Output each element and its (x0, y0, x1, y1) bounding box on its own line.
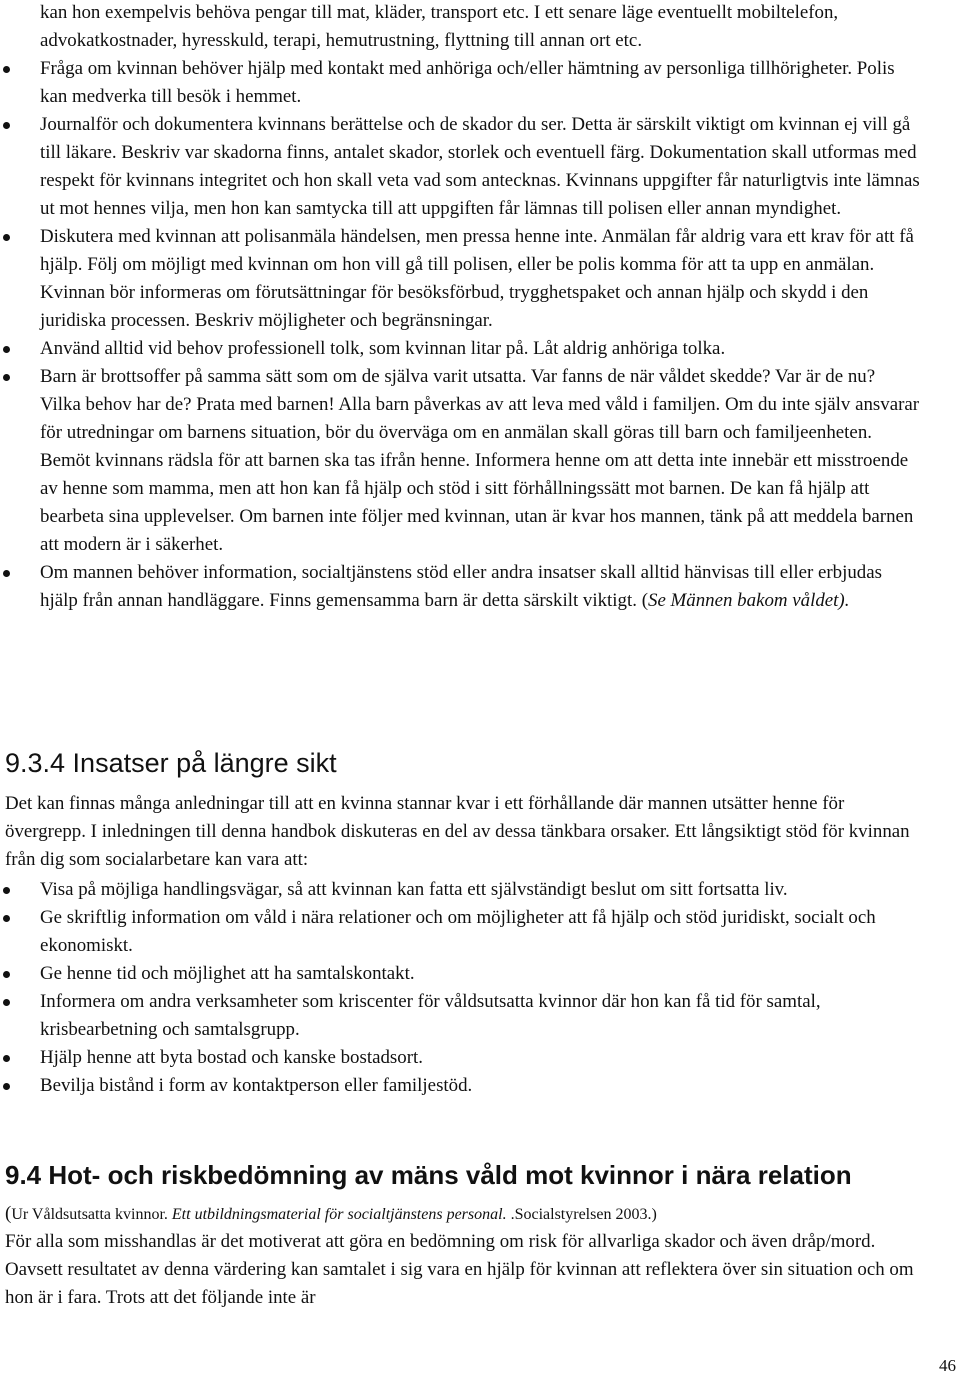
list-item: Fråga om kvinnan behöver hjälp med kontakt med anhöriga och/eller hämtning av personliga tillhörigheter. Polis kan medverka till besök i hemmet. (0, 55, 920, 111)
bullet-list-immediate (0, 55, 920, 615)
bullet-icon (3, 374, 10, 381)
bullet-icon (3, 1083, 10, 1090)
bullet-icon (3, 346, 10, 353)
bullet-icon (3, 1055, 10, 1062)
paragraph-9-4: För alla som misshandlas är det motiverat att göra en bedömning om risk för allvarliga skador och även dråp/mord. Oavsett resultatet av denna värdering kan samtalet i sig vara en hjälp för kvinnan att reflektera över sin situation och om hon är i fara. Trots att det följande inte är (5, 1231, 914, 1308)
list-item: Ge skriftlig information om våld i nära relationer och om möjligheter att få hjälp och stöd juridiskt, socialt och ekonomiskt. (0, 904, 920, 960)
paragraph-9-3-4: Det kan finnas många anledningar till att en kvinna stannar kvar i ett förhållande där mannen utsätter henne för övergrepp. I inledningen till denna handbok diskuteras en del av dessa tänkbara orsaker. Ett långsiktigt stöd för kvinnan från dig som socialarbetare kan vara att: (5, 793, 910, 870)
bullet-list-long-term (0, 876, 920, 1100)
bullet-icon (3, 66, 10, 73)
bullet-icon (3, 234, 10, 241)
continuation-text: kan hon exempelvis behöva pengar till mat, kläder, transport etc. I ett senare läge eventuellt mobiltelefon, advokatkostnader, hyresskuld, terapi, hemutrustning, flyttning till annan ort etc. (40, 2, 839, 51)
list-item: Barn är brottsoffer på samma sätt som om de själva varit utsatta. Var fanns de när våldet skedde? Var är de nu? Vilka behov har de? Prata med barnen! Alla barn påverkas av att leva med våld i familjen. Om du inte själv ansvarar för utredningar om barnens situation, bör du överväga om en anmälan skall göras till barn och familjeenheten. Bemöt kvinnans rädsla för att barnen ska tas ifrån henne. Informera henne om att detta inte innebär ett misstroende av henne som mamma, men att hon kan få hjälp och stöd i sitt förhållningssätt mot barnen. De kan få hjälp att bearbeta sina upplevelser. Om barnen inte följer med kvinnan, utan är kvar hos mannen, tänk på att meddela barnen att modern är i säkerhet. (0, 363, 920, 559)
bullet-icon (3, 999, 10, 1006)
bullet-icon (3, 915, 10, 922)
cross-reference: Se Männen bakom våldet). (648, 590, 850, 611)
source-citation: (Ur Våldsutsatta kvinnor. Ett utbildningsmaterial för socialtjänstens personal. .Socialstyrelsen 2003.) (5, 1203, 657, 1224)
list-item: Visa på möjliga handlingsvägar, så att kvinnan kan fatta ett självständigt beslut om sitt fortsatta liv. (0, 876, 920, 904)
list-item: Hjälp henne att byta bostad och kanske bostadsort. (0, 1044, 920, 1072)
list-item: Diskutera med kvinnan att polisanmäla händelsen, men pressa henne inte. Anmälan får aldrig vara ett krav för att få hjälp. Följ om möjligt med kvinnan om hon vill gå till polisen, eller be polis komma för att ta upp en anmälan. Kvinnan bör informeras om förutsättningar för besöksförbud, trygghetspaket och annan hjälp och skydd i den juridiska processen. Beskriv möjligheter och begränsningar. (0, 223, 920, 335)
section-heading-9-4: 9.4 Hot- och riskbedömning av mäns våld mot kvinnor i nära relation (5, 1160, 852, 1190)
list-item: Journalför och dokumentera kvinnans berättelse och de skador du ser. Detta är särskilt viktigt om kvinnan ej vill gå till läkare. Beskriv var skadorna finns, antalet skador, storlek och eventuell färg. Dokumentation skall utformas med respekt för kvinnans integritet och hon skall veta vad som antecknas. Kvinnans uppgifter får naturligtvis inte lämnas ut mot hennes vilja, men hon kan samtycka till att uppgiften får lämnas till polisen eller annan myndighet. (0, 111, 920, 223)
section-heading-9-3-4: 9.3.4 Insatser på längre sikt (5, 748, 337, 778)
bullet-icon (3, 887, 10, 894)
list-item: Informera om andra verksamheter som kriscenter för våldsutsatta kvinnor där hon kan få tid för samtal, krisbearbetning och samtalsgrupp. (0, 988, 920, 1044)
list-item: Om mannen behöver information, socialtjänstens stöd eller andra insatser skall alltid hänvisas till eller erbjudas hjälp från annan handläggare. Finns gemensamma barn är detta särskilt viktigt. (Se Männen bakom våldet). (0, 559, 920, 615)
list-item: Ge henne tid och möjlighet att ha samtalskontakt. (0, 960, 920, 988)
list-item: Bevilja bistånd i form av kontaktperson eller familjestöd. (0, 1072, 920, 1100)
page-number: 46 (939, 1356, 956, 1375)
bullet-icon (3, 570, 10, 577)
bullet-icon (3, 971, 10, 978)
list-item: Använd alltid vid behov professionell tolk, som kvinnan litar på. Låt aldrig anhöriga tolka. (0, 335, 920, 363)
bullet-icon (3, 122, 10, 129)
